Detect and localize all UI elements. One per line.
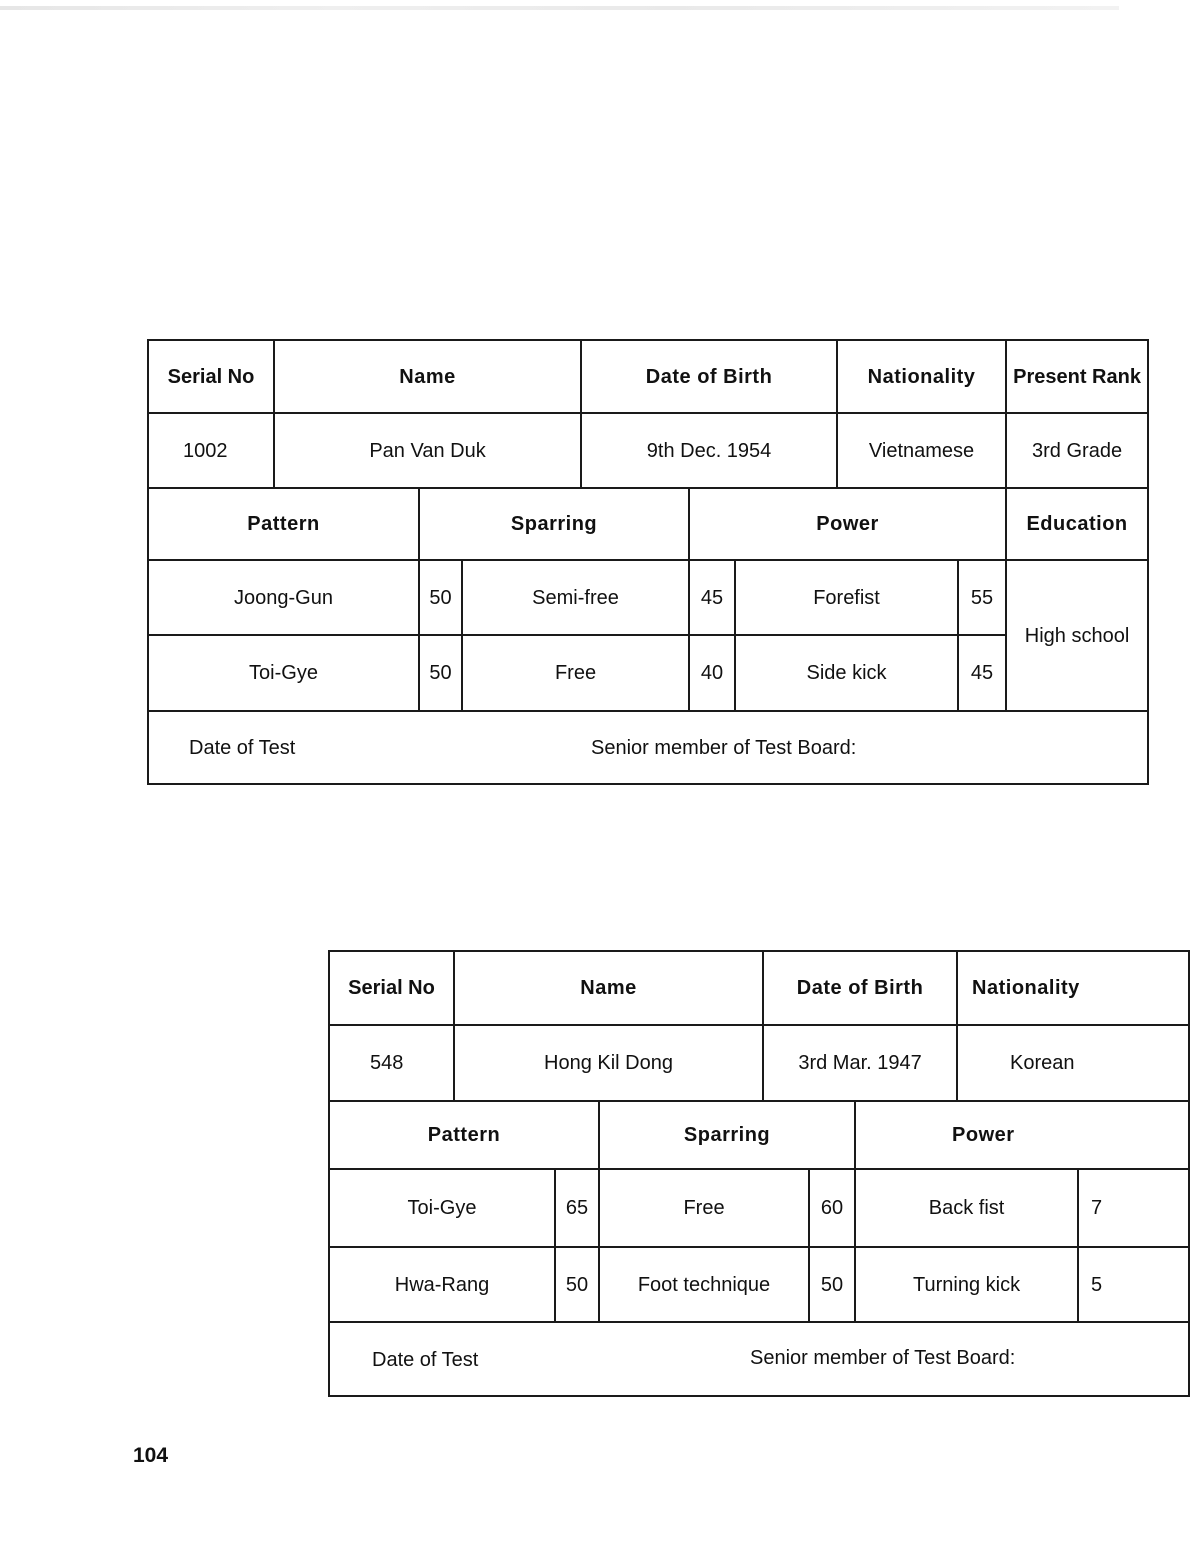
- nationality-header: Nationality: [837, 340, 1006, 413]
- card-category-row: [329, 1101, 1189, 1169]
- card-header-row: [148, 340, 1148, 413]
- education-header: Education: [1006, 488, 1148, 560]
- nationality-header: Nationality: [957, 951, 1189, 1025]
- card-footer-row: [329, 1322, 1189, 1396]
- pattern-value: Joong-Gun: [148, 560, 419, 635]
- power-value: Turning kick: [855, 1247, 1078, 1322]
- power-score: 5: [1078, 1247, 1189, 1322]
- name-value: Pan Van Duk: [274, 413, 581, 488]
- sparring-score: 45: [689, 560, 735, 635]
- sparring-score: 50: [809, 1247, 855, 1322]
- education-value: High school: [1006, 560, 1148, 711]
- pattern-score: 50: [555, 1247, 599, 1322]
- pattern-value: Toi-Gye: [329, 1169, 555, 1247]
- power-score: 55: [958, 560, 1006, 635]
- power-value: Side kick: [735, 635, 958, 711]
- sparring-value: Semi-free: [462, 560, 689, 635]
- senior-member-label: Senior member of Test Board:: [591, 737, 857, 759]
- nationality-value: Vietnamese: [837, 413, 1006, 488]
- sparring-header: Sparring: [419, 488, 689, 560]
- sparring-score: 40: [689, 635, 735, 711]
- power-value: Forefist: [735, 560, 958, 635]
- card-score-row: [148, 560, 1148, 635]
- sparring-score: 60: [809, 1169, 855, 1247]
- sparring-value: Foot technique: [599, 1247, 809, 1322]
- name-header: Name: [454, 951, 763, 1025]
- date-of-birth-value: 9th Dec. 1954: [581, 413, 837, 488]
- card-info-row: [148, 413, 1148, 488]
- card-footer: [329, 1322, 1189, 1396]
- pattern-value: Hwa-Rang: [329, 1247, 555, 1322]
- nationality-value: Korean: [957, 1025, 1189, 1101]
- card-info-row: [329, 1025, 1189, 1101]
- scan-top-edge: [0, 6, 1119, 10]
- pattern-value: Toi-Gye: [148, 635, 419, 711]
- date-of-birth-header: Date of Birth: [581, 340, 837, 413]
- date-of-birth-header: Date of Birth: [763, 951, 957, 1025]
- pattern-score: 50: [419, 635, 462, 711]
- card-score-row: [148, 635, 1148, 711]
- card-footer: [148, 711, 1148, 784]
- serial-no-value: 1002: [148, 413, 274, 488]
- pattern-score: 50: [419, 560, 462, 635]
- power-header: Power: [855, 1101, 1189, 1169]
- card-score-row: [329, 1169, 1189, 1247]
- serial-no-header: Serial No: [148, 340, 274, 413]
- present-rank-value: 3rd Grade: [1006, 413, 1148, 488]
- card-score-row: [329, 1247, 1189, 1322]
- serial-no-header: Serial No: [329, 951, 454, 1025]
- power-header: Power: [689, 488, 1006, 560]
- page-number: 104: [133, 1444, 169, 1467]
- test-record-card-1002: [147, 339, 1149, 785]
- power-value: Back fist: [855, 1169, 1078, 1247]
- power-score: 7: [1078, 1169, 1189, 1247]
- card-footer-row: [148, 711, 1148, 784]
- date-of-test-label: Date of Test: [372, 1349, 479, 1371]
- test-record-card-548: [328, 950, 1190, 1397]
- serial-no-value: 548: [329, 1025, 454, 1101]
- pattern-header: Pattern: [148, 488, 419, 560]
- present-rank-header: Present Rank: [1006, 340, 1148, 413]
- card-header-row: [329, 951, 1189, 1025]
- date-of-birth-value: 3rd Mar. 1947: [763, 1025, 957, 1101]
- pattern-header: Pattern: [329, 1101, 599, 1169]
- senior-member-label: Senior member of Test Board:: [750, 1347, 1016, 1369]
- name-header: Name: [274, 340, 581, 413]
- card-category-row: [148, 488, 1148, 560]
- sparring-header: Sparring: [599, 1101, 855, 1169]
- power-score: 45: [958, 635, 1006, 711]
- sparring-value: Free: [462, 635, 689, 711]
- pattern-score: 65: [555, 1169, 599, 1247]
- date-of-test-label: Date of Test: [189, 737, 296, 759]
- name-value: Hong Kil Dong: [454, 1025, 763, 1101]
- sparring-value: Free: [599, 1169, 809, 1247]
